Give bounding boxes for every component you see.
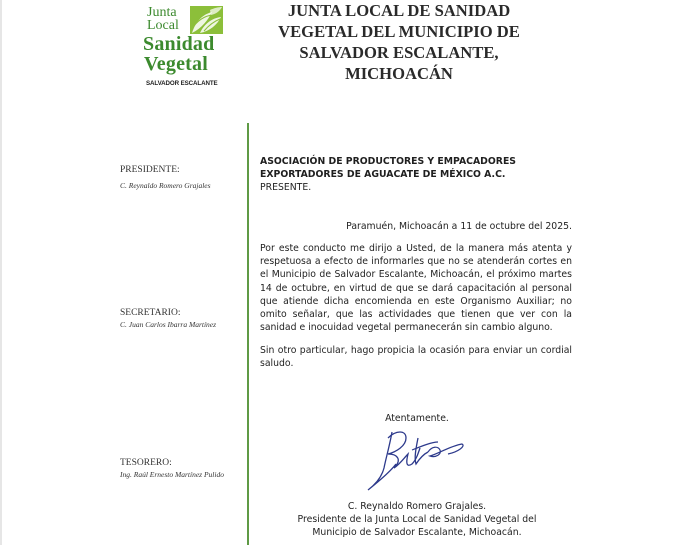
- role-title: TESORERO:: [120, 458, 172, 468]
- logo-subtitle: SALVADOR ESCALANTE: [146, 80, 218, 87]
- logo-text-junta: Junta: [147, 5, 177, 20]
- letter-paragraph-1: Por este conducto me dirijo a Usted, de la manera más atenta y respetuosa a efecto de informarles que no se atenderán cortes en el Municipio de Salvador Escalante, Michoacán, el próximo martes 14 de octubre, en virtud de que se dará capacitación al personal que atiende dicha encomienda en este Organismo Auxiliar; no omito señalar, que las actividades que tienen que ver con la sanidad e inocuidad vegetal permanecerán sin cambio alguno.: [260, 243, 572, 334]
- logo-text-vegetal: Vegetal: [144, 53, 208, 75]
- role-name: C. Reynaldo Romero Grajales: [120, 181, 211, 190]
- signer-title: Presidente de la Junta Local de Sanidad Vegetal del: [297, 514, 537, 526]
- logo-text-sanidad: Sanidad: [143, 33, 215, 55]
- letter-date: Paramuén, Michoacán a 11 de octubre del 2025.: [346, 221, 572, 232]
- letter-paragraph-2: Sin otro particular, hago propicia la ocasión para enviar un cordial saludo.: [260, 345, 572, 370]
- recipient-block: [260, 155, 572, 195]
- closing-salutation: Atentamente.: [385, 413, 449, 424]
- recipient-name-line: ASOCIACIÓN DE PRODUCTORES Y EMPACADORES: [260, 156, 516, 167]
- letterhead-title: [258, 0, 540, 84]
- letterhead-title-line: SALVADOR ESCALANTE,: [299, 43, 499, 62]
- recipient-name-line: EXPORTADORES DE AGUACATE DE MÉXICO A.C.: [260, 169, 506, 181]
- page-edge: [0, 0, 2, 545]
- role-title: PRESIDENTE:: [120, 165, 180, 175]
- letterhead-title-line: MICHOACÁN: [345, 64, 453, 83]
- role-title: SECRETARIO:: [120, 308, 181, 318]
- organization-logo: [133, 2, 227, 88]
- signer-block: [262, 500, 572, 540]
- role-treasurer: [120, 458, 224, 480]
- recipient-present: PRESENTE.: [260, 182, 312, 194]
- signer-name: C. Reynaldo Romero Grajales.: [347, 501, 487, 512]
- leaf-icon: [190, 6, 223, 34]
- signature-icon: [362, 424, 472, 494]
- letterhead-title-line: JUNTA LOCAL DE SANIDAD: [287, 1, 511, 20]
- letterhead-title-line: VEGETAL DEL MUNICIPIO DE: [278, 22, 520, 41]
- role-president: [120, 165, 211, 191]
- vertical-divider: [247, 123, 249, 545]
- logo-text-local: Local: [147, 18, 179, 33]
- role-name: C. Juan Carlos Ibarra Martínez: [120, 320, 217, 329]
- role-secretary: [120, 308, 216, 330]
- signer-title: Municipio de Salvador Escalante, Michoacán.: [312, 527, 522, 539]
- role-name: Ing. Raúl Ernesto Martínez Pulido: [120, 470, 224, 479]
